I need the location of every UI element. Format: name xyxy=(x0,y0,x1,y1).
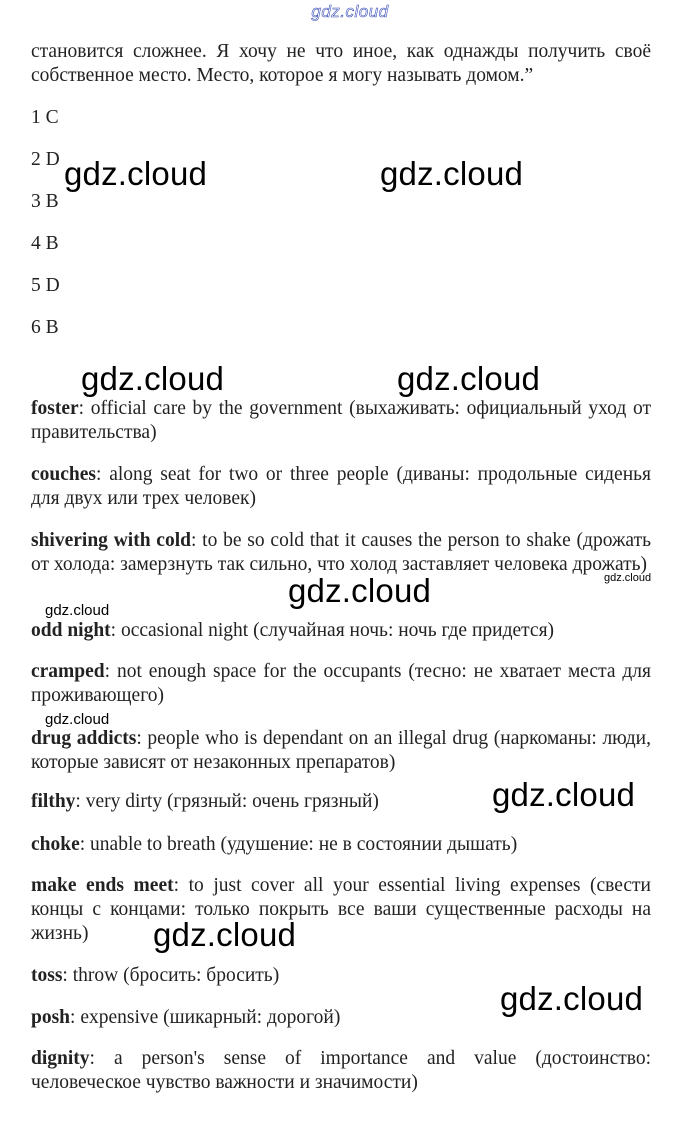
vocab-definition: : unable to breath (удушение: не в состоянии дышать) xyxy=(79,834,518,855)
answer-item: 6 B xyxy=(31,317,59,338)
vocab-entry-dignity xyxy=(31,1047,651,1095)
watermark-overlay: gdz.cloud xyxy=(45,602,110,619)
watermark-overlay: gdz.cloud xyxy=(81,360,225,397)
intro-paragraph: становится сложнее. Я хочу не что иное, как однажды получить своё собственное место. Место, которое я могу называть домом.” xyxy=(31,41,651,86)
vocab-definition: : not enough space for the occupants (тесно: не хватает места для проживающего) xyxy=(31,661,651,706)
answer-list xyxy=(31,106,651,358)
vocab-term: shivering with cold xyxy=(31,530,191,551)
vocab-definition: : occasional night (случайная ночь: ночь где придется) xyxy=(110,620,555,641)
vocab-entry-drug-addicts xyxy=(31,727,651,775)
vocab-term: make ends meet xyxy=(31,875,174,896)
answer-item: 3 B xyxy=(31,191,59,212)
watermark-overlay: gdz.cloud xyxy=(492,776,636,813)
vocab-definition: : to be so cold that it causes the person to shake (дрожать от холода: замерзнуть так сильно, что холод заставляет человека дрожать) xyxy=(31,530,651,575)
watermark-overlay: gdz.cloud xyxy=(45,711,110,728)
vocab-definition: : to just cover all your essential living expenses (свести концы с концами: только покрыть все ваши существенные расходы на жизнь) xyxy=(31,875,651,944)
header-watermark: gdz.cloud xyxy=(311,2,389,21)
vocab-entry-odd-night xyxy=(31,619,651,643)
vocab-entry-shivering xyxy=(31,529,651,577)
vocab-entry-choke xyxy=(31,833,651,857)
answer-item: 5 D xyxy=(31,275,60,296)
watermark-overlay: gdz.cloud xyxy=(397,360,541,397)
vocab-entry-foster xyxy=(31,397,651,445)
answer-item: 4 B xyxy=(31,233,59,254)
vocab-definition: : a person's sense of importance and value (достоинство: человеческое чувство важности и значимости) xyxy=(31,1048,651,1093)
watermark-overlay: gdz.cloud xyxy=(64,155,208,192)
watermark-overlay: gdz.cloud xyxy=(500,980,644,1017)
vocab-term: choke xyxy=(31,834,80,855)
watermark-overlay: gdz.cloud xyxy=(380,155,524,192)
vocab-term: toss xyxy=(31,965,63,986)
vocab-definition: : expensive (шикарный: дорогой) xyxy=(70,1007,341,1028)
vocab-term: dignity xyxy=(31,1048,90,1069)
vocab-term: drug addicts xyxy=(31,728,137,749)
watermark-overlay: gdz.cloud xyxy=(153,916,297,953)
watermark-overlay: gdz.cloud xyxy=(604,572,652,584)
vocab-definition: : official care by the government (выхаживать: официальный уход от правительства) xyxy=(31,398,651,443)
watermark-overlay: gdz.cloud xyxy=(288,572,432,609)
vocab-term: filthy xyxy=(31,791,76,812)
vocab-definition: : very dirty (грязный: очень грязный) xyxy=(75,791,379,812)
vocab-entry-cramped xyxy=(31,660,651,708)
vocab-entry-couches xyxy=(31,463,651,511)
vocab-entry-make-ends-meet xyxy=(31,874,651,946)
vocab-term: cramped xyxy=(31,661,105,682)
vocab-term: posh xyxy=(31,1007,71,1028)
vocab-term: couches xyxy=(31,464,96,485)
answer-item: 1 C xyxy=(31,107,59,128)
vocab-term: odd night xyxy=(31,620,111,641)
page-content xyxy=(31,40,651,358)
vocab-definition: : people who is dependant on an illegal drug (наркоманы: люди, которые зависят от незаконных препаратов) xyxy=(31,728,651,773)
vocab-definition: : throw (бросить: бросить) xyxy=(62,965,280,986)
vocab-term: foster xyxy=(31,398,79,419)
answer-item: 2 D xyxy=(31,149,60,170)
vocab-definition: : along seat for two or three people (диваны: продольные сиденья для двух или трех человек) xyxy=(31,464,651,509)
